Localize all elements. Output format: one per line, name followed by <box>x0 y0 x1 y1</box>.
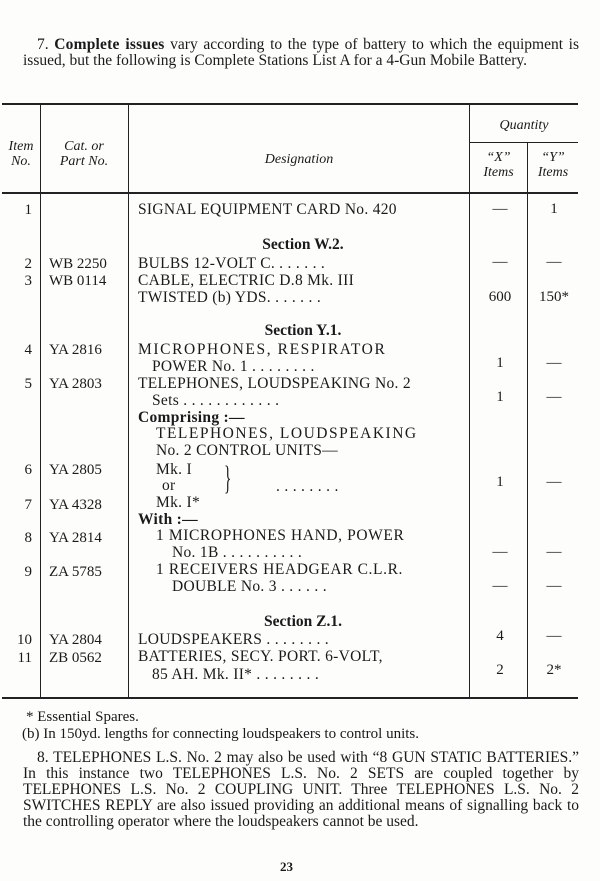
cat-number: YA 2804 <box>49 632 102 648</box>
section-heading: Section Z.1. <box>264 613 342 630</box>
qty-y: 1 <box>550 201 558 217</box>
qty-x: — <box>492 254 508 270</box>
designation: LOUDSPEAKERS . . . . . . . . <box>138 631 329 648</box>
section-heading: Section W.2. <box>262 236 344 253</box>
col-divider-4 <box>527 143 528 698</box>
qty-y: — <box>546 355 562 371</box>
paragraph-lead: Complete issues <box>54 36 165 53</box>
cat-number: YA 2814 <box>49 530 102 546</box>
cat-number: YA 4328 <box>49 497 102 513</box>
designation-line1: TELEPHONES, LOUDSPEAKING No. 2 <box>138 375 411 392</box>
comprising-line1: TELEPHONES, LOUDSPEAKING <box>156 425 418 442</box>
header-designation: Designation <box>264 152 334 167</box>
cat-number: WB 2250 <box>49 256 107 272</box>
item-number: 5 <box>24 376 32 392</box>
item-number: 4 <box>24 342 32 358</box>
header-y-items <box>528 150 578 180</box>
cat-number: YA 2805 <box>49 462 102 478</box>
header-x-items <box>470 150 527 180</box>
designation: SIGNAL EQUIPMENT CARD No. 420 <box>138 201 397 218</box>
designation-line1: MICROPHONES, RESPIRATOR <box>138 341 387 358</box>
designation-line1: 1 RECEIVERS HEADGEAR C.L.R. <box>156 561 403 578</box>
cat-number: YA 2816 <box>49 342 102 358</box>
qty-x: 1 <box>496 355 504 371</box>
designation-dots: . . . . . . . . <box>276 478 339 495</box>
table-top-rule <box>2 103 578 105</box>
brace-glyph: } <box>224 460 232 497</box>
item-number: 11 <box>17 650 32 666</box>
qty-y: 2* <box>546 662 562 678</box>
footnote-essential-spares: * Essential Spares. <box>26 709 139 725</box>
paragraph-number: 8. <box>37 749 49 766</box>
footnote-lengths: (b) In 150yd. lengths for connecting loudspeakers to control units. <box>22 726 420 742</box>
cat-number: ZB 0562 <box>49 650 102 666</box>
header-cat-line1: Cat. or <box>64 139 104 154</box>
cat-number: WB 0114 <box>49 273 107 289</box>
qty-y: 150* <box>539 289 569 305</box>
header-cat-no <box>42 139 126 169</box>
qty-y: — <box>546 578 562 594</box>
item-number: 2 <box>24 256 32 272</box>
qty-y: — <box>546 628 562 644</box>
with-label: With :— <box>138 511 198 528</box>
qty-x: 2 <box>496 662 504 678</box>
designation-line1: CABLE, ELECTRIC D.8 Mk. III <box>138 272 355 289</box>
qty-x: 600 <box>488 289 512 305</box>
qty-y: — <box>546 254 562 270</box>
item-number: 9 <box>24 564 32 580</box>
designation: Mk. I <box>156 461 192 478</box>
cat-number: ZA 5785 <box>49 564 102 580</box>
designation-line2: Sets . . . . . . . . . . . . <box>152 392 280 409</box>
qty-x: — <box>492 578 508 594</box>
cat-number: YA 2803 <box>49 376 102 392</box>
item-number: 6 <box>24 462 32 478</box>
designation: Mk. I* <box>156 494 200 511</box>
qty-x: 1 <box>496 389 504 405</box>
item-number: 3 <box>24 273 32 289</box>
paragraph-text: vary according to the type of battery to which the equipment is issued, but the following is Complete Stations List A for a 4-Gun Mobile Battery. <box>23 36 580 69</box>
header-item-line1: Item <box>8 139 34 154</box>
designation-or: or <box>162 477 176 494</box>
designation-line2: POWER No. 1 . . . . . . . . <box>152 358 315 375</box>
paragraph-8 <box>23 750 579 830</box>
item-number: 7 <box>24 497 32 513</box>
col-divider-1 <box>40 104 41 698</box>
designation-line2: No. 1B . . . . . . . . . . <box>172 544 303 561</box>
qty-y: — <box>546 544 562 560</box>
table-header-rule <box>2 192 578 194</box>
section-heading: Section Y.1. <box>264 322 342 339</box>
qty-y: — <box>546 389 562 405</box>
designation-line2: DOUBLE No. 3 . . . . . . <box>172 578 327 595</box>
header-y-line1: “Y” <box>541 150 565 165</box>
qty-x: 1 <box>496 474 504 490</box>
paragraph-number: 7. <box>37 36 49 53</box>
table-bottom-rule <box>2 697 578 699</box>
intro-paragraph <box>23 37 579 69</box>
header-y-line2: Items <box>537 165 569 180</box>
designation-line1: BATTERIES, SECY. PORT. 6-VOLT, <box>138 648 383 665</box>
designation-line2: 85 AH. Mk. II* . . . . . . . . <box>152 666 320 683</box>
comprising-label: Comprising :— <box>138 409 245 426</box>
quantity-sub-rule <box>470 142 578 143</box>
item-number: 10 <box>17 632 32 648</box>
header-x-line1: “X” <box>486 150 511 165</box>
designation-line2: TWISTED (b) YDS. . . . . . . <box>138 289 322 306</box>
qty-y: — <box>546 474 562 490</box>
paragraph-text: TELEPHONES L.S. No. 2 may also be used with “8 GUN STATIC BATTERIES.” In this instance two TELEPHONES L.S. No. 2 SETS are coupled together by TELEPHONES L.S. No. 2 COUPLING UNIT. Three TELEPHONES L.S. No. 2 SWITCHES REPLY are also issued providing an additional means of signalling back to the controlling operator where the loudspeakers cannot be used. <box>23 749 579 830</box>
header-item-no <box>4 139 38 169</box>
qty-x: — <box>492 201 508 217</box>
item-number: 8 <box>24 530 32 546</box>
header-item-line2: No. <box>11 154 31 169</box>
page-number: 23 <box>280 859 293 874</box>
qty-x: 4 <box>496 628 504 644</box>
col-divider-2 <box>128 104 129 698</box>
header-x-line2: Items <box>483 165 514 180</box>
qty-x: — <box>492 544 508 560</box>
item-number: 1 <box>24 202 32 218</box>
comprising-line2: No. 2 CONTROL UNITS— <box>156 442 338 459</box>
header-quantity: Quantity <box>499 118 549 133</box>
header-cat-line2: Part No. <box>59 154 109 169</box>
designation: BULBS 12-VOLT C. . . . . . . <box>138 255 326 272</box>
designation-line1: 1 MICROPHONES HAND, POWER <box>156 527 405 544</box>
